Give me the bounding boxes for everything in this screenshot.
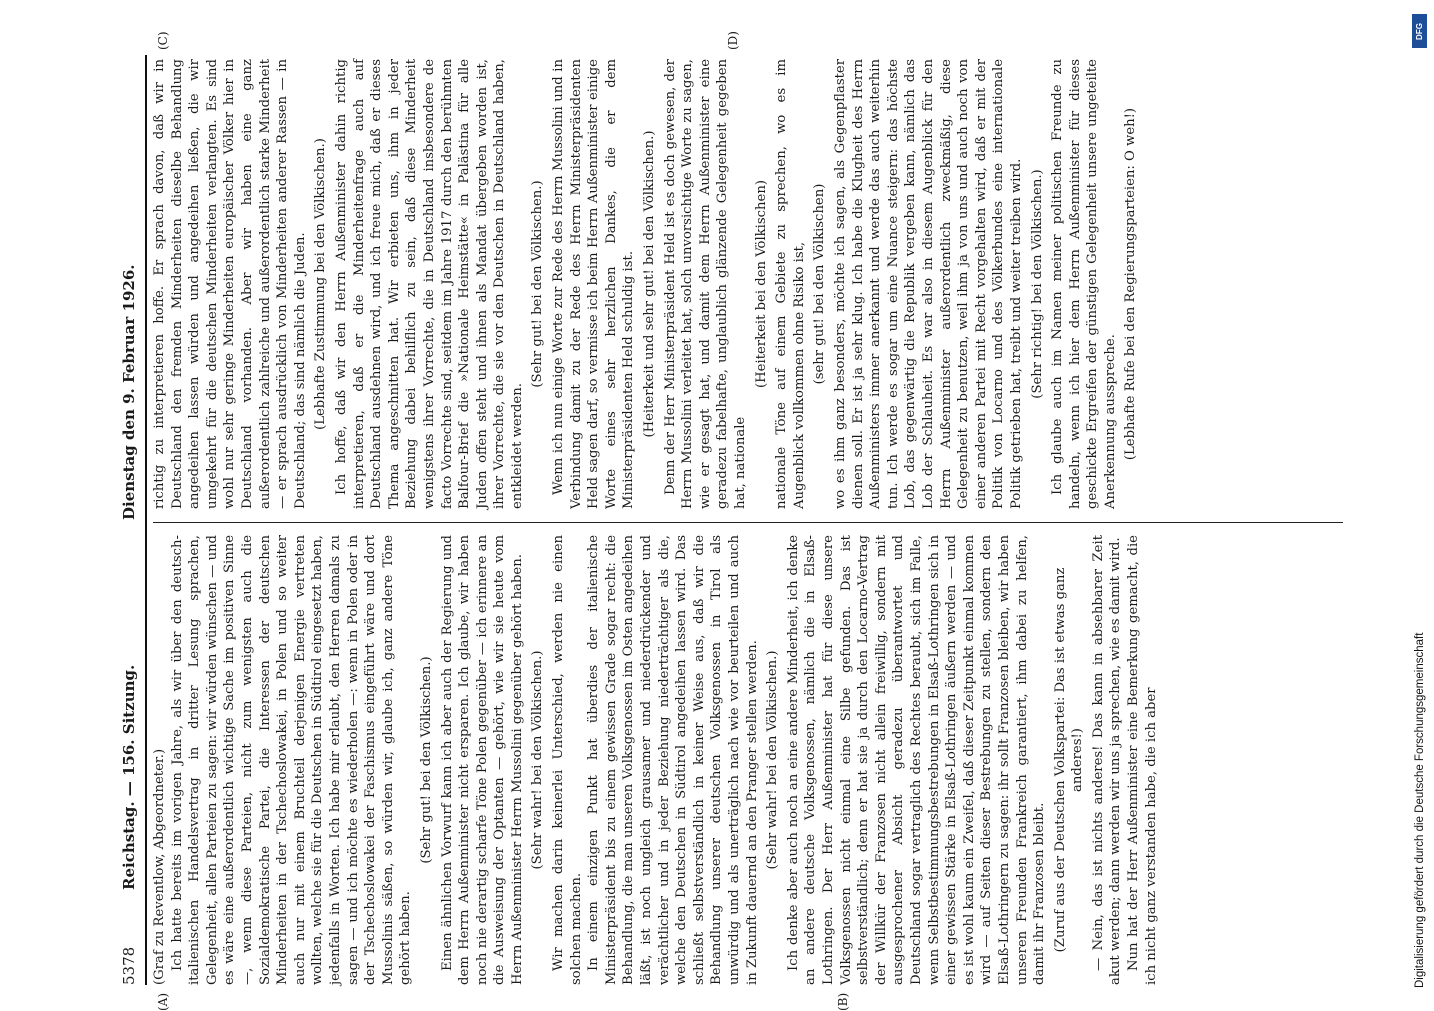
interjection: (sehr gut! bei den Völkischen)	[812, 183, 828, 385]
paragraph: wo es ihm ganz besonders, möchte ich sagen, als Gegenpflaster dienen soll. Er ist ja sehr klug. Ich habe die Klugheit des Herrn Außenministers immer anerkannt und werde das auch weiterhin tun. Ich werde es sogar um eine Nuance steigern: das höchste Lob, das gegenwärtig die Republik vergeben kann, nämlich das Lob der Schlauheit. Es war also in diesem Augenblick für den Herrn Außenminister außerordentlich zweckmäßig, diese Gelegenheit zu benutzen, weil ihm ja von uns und auch noch von einer anderen Partei mit Recht vorgehalten wird, daß er mit der Politik von Locarno und des Völkerbundes eine internationale Politik getrieben hat, treibt und weiter treiben wird.	[832, 59, 1024, 509]
paragraph: richtig zu interpretieren hoffe. Er sprach davon, daß wir in Deutschland den fremden Minderheiten dieselbe Behandlung angedeihen lassen würden und angedeihen ließen, die wir umgekehrt für die deutschen Minderheiten verlangten. Es sind wohl nur sehr geringe Minderheiten europäischer Völker hier in Deutschland vorhanden. Aber wir haben eine ganz außerordentlich zahlreiche und außerordentlich starke Minderheit — er sprach ausdrücklich von Minderheiten anderer Rassen — in Deutschland; das sind nämlich die Juden.	[152, 59, 308, 509]
digitization-credit: Digitalisierung gefördert durch die Deutsche Forschungsgemeinschaft	[1414, 632, 1426, 988]
rotated-page	[115, 31, 1345, 1011]
margin-mark-c: (C)	[156, 31, 170, 50]
paragraph: Ich glaube auch im Namen meiner politischen Freunde zu handeln, wenn ich hier dem Herrn Außenminister für dieses geschickte Ergreifen der günstigen Gelegenheit unsere ungeteilte Anerkennung ausspreche.	[1050, 59, 1118, 509]
paragraph: Einen ähnlichen Vorwurf kann ich aber auch der Regierung und dem Herrn Außenminister nicht ersparen. Ich glaube, wir haben noch nie derartig scharfe Töne Polen gegenüber — ich erinnere an die Ausweisung der Optanten — gehört, wie wir sie heute vom Herrn Außenminister Herrn Mussolini gegenüber gehört haben.	[439, 535, 525, 985]
page-number: 5378	[120, 946, 138, 985]
paragraph: Nun hat der Herr Außenminister eine Bemerkung gemacht, die ich nicht ganz verstanden habe, die ich aber	[1126, 535, 1159, 985]
paragraph: Wir machen darin keinerlei Unterschied, werden nie einen solchen machen.	[551, 535, 584, 985]
paragraph: Ich denke aber auch noch an eine andere Minderheit, ich denke an andere deutsche Volksgenossen, nämlich die in Elsaß-Lothringen. Der Herr Außenminister hat für diese unsere Volksgenossen nicht einmal eine Silbe gefunden. Das ist selbstverständlich; denn er hat sie ja durch den Locarno-Vertrag der Willkür der Franzosen nicht allein freiwillig, sondern mit ausgesprochener Absicht geradezu überantwortet und Deutschland sogar vertraglich des Rechtes beraubt, sich im Falle, wenn Selbstbestimmungsbestrebungen in Elsaß-Lothringen sich in einer gewissen Stärke in Elsaß-Lothringen äußern werden — und es ist wohl kaum ein Zweifel, daß dieser Zeitpunkt einmal kommen wird — auf Seiten dieser Bestrebungen zu stellen, sondern den Elsaß-Lothringern zu sagen: ihr sollt Franzosen bleiben, wir haben unseren Freunden Frankreich garantiert, ihm dabei zu helfen, damit ihr Franzosen bleibt.	[785, 535, 1048, 985]
interjection: (Sehr wahr! bei den Völkischen.)	[765, 650, 781, 870]
right-column	[151, 59, 1143, 509]
interjection: (Sehr wahr! bei den Völkischen.)	[530, 650, 546, 870]
digitization-credit-bar	[1410, 8, 1432, 992]
paragraph: In einem einzigen Punkt hat überdies der italienische Ministerpräsident bis zu einem gewissen Grade sogar recht: die Behandlung, die man unseren Volksgenossen im Osten angedeihen läßt, ist noch ungleich grausamer und niederdrückender und verächtlicher und in jeder Beziehung niederträchtiger als die, welche den Deutschen in Südtirol angedeihen lassen wird. Das schließt selbstverständlich in keiner Weise aus, daß wir die Behandlung unserer deutschen Volksgenossen in Tirol als unwürdig und als unerträglich nach wie vor beurteilen und auch in Zukunft dauernd an den Pranger stellen werden.	[586, 535, 760, 985]
dfg-logo-text: DFG	[1415, 22, 1425, 40]
column-divider	[153, 522, 1343, 523]
paragraph: Denn der Herr Ministerpräsident Held ist es doch gewesen, der Herrn Mussolini verleitet hat, solch unvorsichtige Worte zu sagen, wie er gesagt hat, und damit dem Herrn Außenminister eine geradezu fabelhafte, unglaublich glänzende Gelegenheit gegeben hat, nationale	[662, 59, 748, 509]
dfg-logo	[1412, 14, 1427, 48]
interjection: (Sehr gut! bei den Völkischen.)	[418, 656, 434, 864]
paragraph: Ich hatte bereits im vorigen Jahre, als wir über den deutsch-italienischen Handelsvertrag in dritter Lesung sprachen, Gelegenheit, allen Parteien zu sagen: wir würden wünschen — und es wäre eine außerordentlich wichtige Sache im positiven Sinne —, wenn diese Parteien, nicht zum wenigsten auch die Sozialdemokratische Partei, die Interessen der deutschen Minderheiten in der Tschechoslowakei, in Polen und so weiter auch nur mit einem Bruchteil derjenigen Energie vertreten wollten, welche sie für die Deutschen in Südtirol eingesetzt haben, jedenfalls in Worten. Ich habe mir erlaubt, den Herren damals zu sagen — und ich möchte es wiederholen —: wenn in Polen oder in der Tschechoslowakei der Faschismus eingeführt wäre und dort Mussolinis säßen, so würden wir, glaube ich, ganz andere Töne gehört haben.	[169, 535, 414, 985]
margin-mark-d: (D)	[726, 31, 740, 50]
session-title: Reichstag. — 156. Sitzung.	[120, 664, 138, 890]
interjection: (Sehr richtig! bei den Völkischen.)	[1029, 169, 1045, 399]
paragraph: — Nein, das ist nichts anderes! Das kann in absehbarer Zeit akut werden; dann werden wir uns ja sprechen, wie es damit wird.	[1090, 535, 1124, 985]
paragraph: Wenn ich nun einige Worte zur Rede des Herrn Mussolini und in Verbindung damit zu der Rede des Herrn Ministerpräsidenten Held sagen darf, so vermisse ich beim Herrn Außenminister einige Worte eines sehr herzlichen Dankes, die er dem Ministerpräsidenten Held schuldig ist.	[551, 59, 637, 509]
page-header	[115, 55, 145, 985]
margin-mark-a: (A)	[156, 992, 170, 1011]
interjection: (Zuruf aus der Deutschen Volkspartei: Das ist etwas ganz anderes!)	[1052, 567, 1086, 953]
interjection: (Heiterkeit und sehr gut! bei den Völkischen.)	[642, 130, 658, 438]
margin-mark-b: (B)	[836, 992, 850, 1011]
session-date: Dienstag den 9. Februar 1926.	[120, 264, 138, 520]
header-rule	[145, 55, 147, 985]
paragraph: Ich hoffe, daß wir den Herrn Außenminister dahin richtig interpretieren, daß er die Minderheitenfrage auch auf Deutschland ausdehnen wird, und ich freue mich, daß er dieses Thema angeschnitten hat. Wir erbieten uns, ihm in jeder Beziehung dabei behilflich zu sein, daß diese Minderheit wenigstens ihrer Vorrechte, die in Deutschland insbesondere de facto Vorrechte sind, seitdem im Jahre 1917 durch den berühmten Balfour-Brief die »Nationale Heimstätte« in Palästina für alle Juden offen steht und ihnen als Mandat übergeben worden ist, ihrer Vorrechte, die sie vor den Deutschen in Deutschland haben, entkleidet werden.	[333, 59, 525, 509]
left-column	[151, 535, 1160, 985]
interjection: (Sehr gut! bei den Völkischen.)	[530, 180, 546, 388]
speaker-line: (Graf zu Reventlow, Abgeordneter.)	[152, 748, 167, 985]
interjection: (Lebhafte Rufe bei den Regierungsparteien: O weh!)	[1123, 107, 1139, 461]
paragraph: nationale Töne auf einem Gebiete zu sprechen, wo es im Augenblick vollkommen ohne Risiko ist,	[774, 59, 807, 509]
interjection: (Heiterkeit bei den Völkischen)	[753, 180, 769, 388]
interjection: (Lebhafte Zustimmung bei den Völkischen.)	[313, 138, 329, 430]
